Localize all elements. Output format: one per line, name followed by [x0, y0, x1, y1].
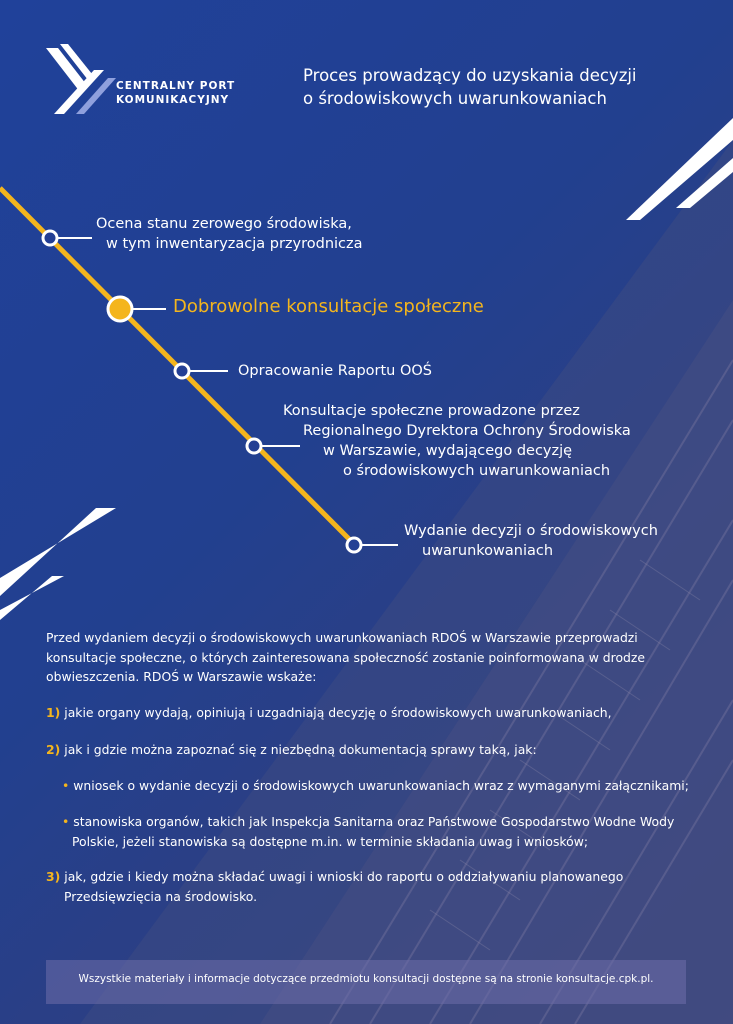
timeline-step-4-line1: Konsultacje społeczne prowadzone przez: [283, 403, 580, 419]
timeline-step-5-line1: Wydanie decyzji o środowiskowych: [404, 523, 658, 539]
page-title: [303, 64, 703, 110]
timeline-node-5: [347, 538, 361, 552]
timeline-step-2-label: Dobrowolne konsultacje społeczne: [173, 296, 484, 317]
timeline-step-3-label: Opracowanie Raportu OOŚ: [238, 363, 432, 379]
list-item-3: [46, 867, 696, 906]
timeline-step-3: [238, 361, 432, 381]
page-title-line1: Proces prowadzący do uzyskania decyzji: [303, 66, 637, 85]
stripe-left-1: [0, 508, 116, 596]
timeline-step-1: [96, 214, 363, 254]
list-item-3-text-line2: Przedsięwzięcia na środowisko.: [64, 888, 258, 904]
timeline-step-5-line2: uwarunkowaniach: [422, 543, 554, 559]
brand-name-line2: KOMUNIKACYJNY: [116, 94, 230, 106]
timeline-step-4-line3: w Warszawie, wydającego decyzję: [323, 443, 573, 459]
list-item-2-text: jak i gdzie można zapoznać się z niezbędną dokumentacją sprawy taką, jak:: [64, 742, 537, 757]
list-item-1-number: 1): [46, 705, 61, 720]
timeline-step-5: [404, 521, 658, 561]
bullet-item-1: [62, 776, 702, 796]
footer-text: Wszystkie materiały i informacje dotyczące przedmiotu konsultacji dostępne są na stronie konsultacje.cpk.pl.: [78, 973, 654, 985]
bullet-1-mark: •: [62, 778, 70, 793]
intro-paragraph: Przed wydaniem decyzji o środowiskowych uwarunkowaniach RDOŚ w Warszawie przeprowadzi konsultacje społeczne, o których zainteresowana społeczność zostanie poinformowana w drodze obwieszczenia. RDOŚ w Warszawie wskaże:: [46, 630, 646, 684]
timeline-node-2-active: [108, 297, 132, 321]
page-title-line2: o środowiskowych uwarunkowaniach: [303, 89, 607, 108]
timeline-step-4-line4: o środowiskowych uwarunkowaniach: [343, 463, 611, 479]
timeline-node-4: [247, 439, 261, 453]
list-item-3-number: 3): [46, 869, 61, 884]
bullet-item-2: [62, 812, 702, 851]
timeline-node-1: [43, 231, 57, 245]
timeline-step-4-line2: Regionalnego Dyrektora Ochrony Środowiska: [303, 423, 631, 439]
timeline-step-2: [173, 297, 484, 317]
timeline-step-1-line2: w tym inwentaryzacja przyrodnicza: [106, 236, 363, 252]
bullet-1-text: wniosek o wydanie decyzji o środowiskowych uwarunkowaniach wraz z wymaganymi załącznikami;: [73, 778, 689, 793]
list-item-2: [46, 740, 696, 760]
timeline-step-1-line1: Ocena stanu zerowego środowiska,: [96, 216, 352, 232]
cpk-logo-icon: [46, 44, 116, 116]
bullet-2-text-line2: Polskie, jeżeli stanowiska są dostępne m.in. w terminie składania uwag i wniosków;: [72, 833, 589, 849]
list-item-2-number: 2): [46, 742, 61, 757]
timeline-connectors: [58, 238, 398, 545]
list-item-1: [46, 703, 696, 723]
bullet-2-mark: •: [62, 814, 70, 829]
timeline-node-3: [175, 364, 189, 378]
bullet-2-text: stanowiska organów, takich jak Inspekcja Sanitarna oraz Państwowe Gospodarstwo Wodne Wody: [73, 814, 675, 829]
list-item-3-text: jak, gdzie i kiedy można składać uwagi i wnioski do raportu o oddziaływaniu planowanego: [64, 869, 624, 884]
brand-name-line1: CENTRALNY PORT: [116, 80, 236, 92]
brand-name: [116, 79, 235, 107]
list-item-1-text: jakie organy wydają, opiniują i uzgadniają decyzję o środowiskowych uwarunkowaniach,: [64, 705, 612, 720]
timeline-step-4: [283, 401, 631, 481]
